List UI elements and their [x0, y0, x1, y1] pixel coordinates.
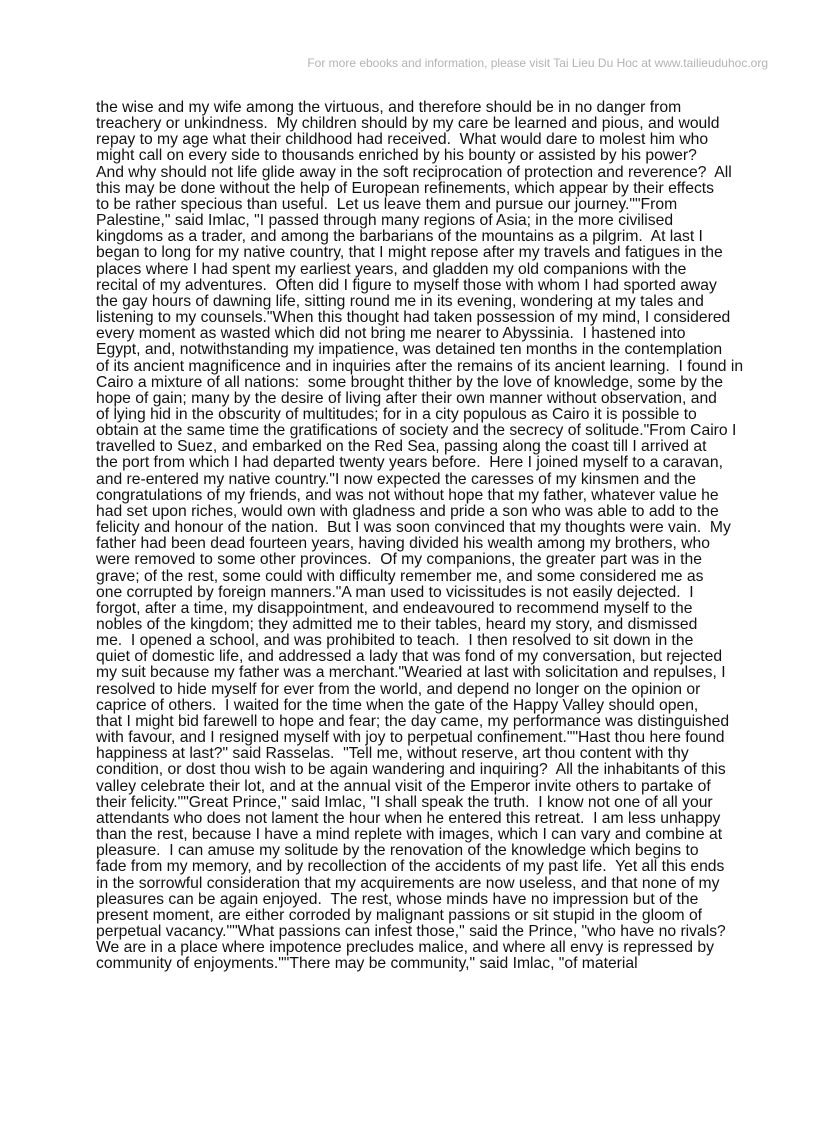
text-line: one corrupted by foreign manners."A man used to vicissitudes is not easily dejected. I [96, 583, 694, 601]
text-line: We are in a place where impotence precludes malice, and where all envy is repressed by [96, 939, 714, 957]
text-line: kingdoms as a trader, and among the barbarians of the mountains as a pilgrim. At last I [96, 228, 703, 246]
body-text [96, 99, 744, 973]
text-line: hope of gain; many by the desire of living after their own manner without observation, and [96, 389, 717, 407]
text-line: their felicity.""Great Prince," said Imlac, "I shall speak the truth. I know not one of all your [96, 793, 713, 811]
text-line: the wise and my wife among the virtuous, and therefore should be in no danger from [96, 99, 682, 116]
text-line: this may be done without the help of European refinements, which appear by their effects [96, 179, 714, 197]
text-line: resolved to hide myself for ever from the world, and depend no longer on the opinion or [96, 680, 701, 698]
text-line: with favour, and I resigned myself with joy to perpetual confinement.""Hast thou here found [96, 729, 725, 747]
text-line: happiness at last?" said Rasselas. "Tell me, without reserve, art thou content with thy [96, 745, 689, 763]
text-line: travelled to Suez, and embarked on the Red Sea, passing along the coast till I arrived at [96, 438, 707, 456]
text-line: repay to my age what their childhood had received. What would dare to molest him who [96, 131, 709, 149]
text-line: congratulations of my friends, and was not without hope that my father, whatever value he [96, 486, 719, 504]
text-line: had set upon riches, would own with gladness and pride a son who was able to add to the [96, 502, 719, 520]
text-line: condition, or dost thou wish to be again wandering and inquiring? All the inhabitants of this [96, 761, 726, 779]
text-line: nobles of the kingdom; they admitted me to their tables, heard my story, and dismissed [96, 616, 698, 633]
text-line: that I might bid farewell to hope and fear; the day came, my performance was distinguished [96, 712, 730, 730]
text-line: listening to my counsels."When this thought had taken possession of my mind, I considered [96, 309, 731, 327]
text-line: of lying hid in the obscurity of multitudes; for in a city populous as Cairo it is possible to [96, 405, 697, 423]
text-line: present moment, are either corroded by malignant passions or sit stupid in the gloom of [96, 906, 703, 924]
text-line: every moment as wasted which did not bring me nearer to Abyssinia. I hastened into [96, 325, 686, 343]
text-line: forgot, after a time, my disappointment, and endeavoured to recommend myself to the [96, 599, 693, 617]
text-line: Egypt, and, notwithstanding my impatience, was detained ten months in the contemplation [96, 341, 723, 359]
text-line: caprice of others. I waited for the time when the gate of the Happy Valley should open, [96, 696, 699, 714]
text-line: felicity and honour of the nation. But I was soon convinced that my thoughts were vain. My [96, 519, 731, 537]
text-line: treachery or unkindness. My children should by my care be learned and pious, and would [96, 115, 720, 133]
text-line: began to long for my native country, that I might repose after my travels and fatigues in the [96, 244, 723, 262]
text-line: me. I opened a school, and was prohibited to teach. I then resolved to sit down in the [96, 632, 694, 650]
text-line: were removed to some other provinces. Of my companions, the greater part was in the [96, 551, 702, 569]
text-line: quiet of domestic life, and addressed a lady that was fond of my conversation, but rejected [96, 648, 723, 666]
text-line: my suit because my father was a merchant."Wearied at last with solicitation and repulses, I [96, 664, 726, 682]
text-line: pleasures can be again enjoyed. The rest, whose minds have no impression but of the [96, 890, 699, 908]
text-line: attendants who does not lament the hour when he entered this retreat. I am less unhappy [96, 809, 721, 827]
page-header-notice: For more ebooks and information, please visit Tai Lieu Du Hoc at www.tailieuduhoc.org [307, 56, 768, 70]
text-line: in the sorrowful consideration that my acquirements are now useless, and that none of my [96, 874, 720, 892]
text-line: Cairo a mixture of all nations: some brought thither by the love of knowledge, some by the [96, 373, 723, 391]
text-line: places where I had spent my earliest years, and gladden my old companions with the [96, 260, 687, 278]
text-line: the gay hours of dawning life, sitting round me in its evening, wondering at my tales and [96, 292, 704, 310]
text-line: community of enjoyments.""There may be community," said Imlac, "of material [96, 955, 638, 973]
text-line: to be rather specious than useful. Let us leave them and pursue our journey.""From [96, 195, 678, 213]
text-line: of its ancient magnificence and in inquiries after the remains of its ancient learning. I found in [96, 357, 744, 375]
text-line: and re-entered my native country."I now expected the caresses of my kinsmen and the [96, 470, 696, 488]
text-line: And why should not life glide away in the soft reciprocation of protection and reverence? All [96, 163, 732, 181]
text-line: Palestine," said Imlac, "I passed through many regions of Asia; in the more civilised [96, 212, 674, 230]
text-line: grave; of the rest, some could with difficulty remember me, and some considered me as [96, 567, 704, 585]
text-line: fade from my memory, and by recollection of the accidents of my past life. Yet all this ends [96, 858, 725, 876]
text-line: obtain at the same time the gratifications of society and the secrecy of solitude."From Cairo I [96, 422, 737, 440]
text-line: perpetual vacancy.""What passions can infest those," said the Prince, "who have no rivals? [96, 922, 726, 940]
text-line: might call on every side to thousands enriched by his bounty or assisted by his power? [96, 147, 697, 165]
text-line: recital of my adventures. Often did I figure to myself those with whom I had sported away [96, 276, 717, 294]
text-line: the port from which I had departed twenty years before. Here I joined myself to a caravan, [96, 454, 723, 472]
text-line: than the rest, because I have a mind replete with images, which I can vary and combine at [96, 826, 723, 844]
text-line: pleasure. I can amuse my solitude by the renovation of the knowledge which begins to [96, 842, 699, 860]
text-line: father had been dead fourteen years, having divided his wealth among my brothers, who [96, 535, 710, 553]
text-line: valley celebrate their lot, and at the annual visit of the Emperor invite others to partake of [96, 777, 711, 795]
